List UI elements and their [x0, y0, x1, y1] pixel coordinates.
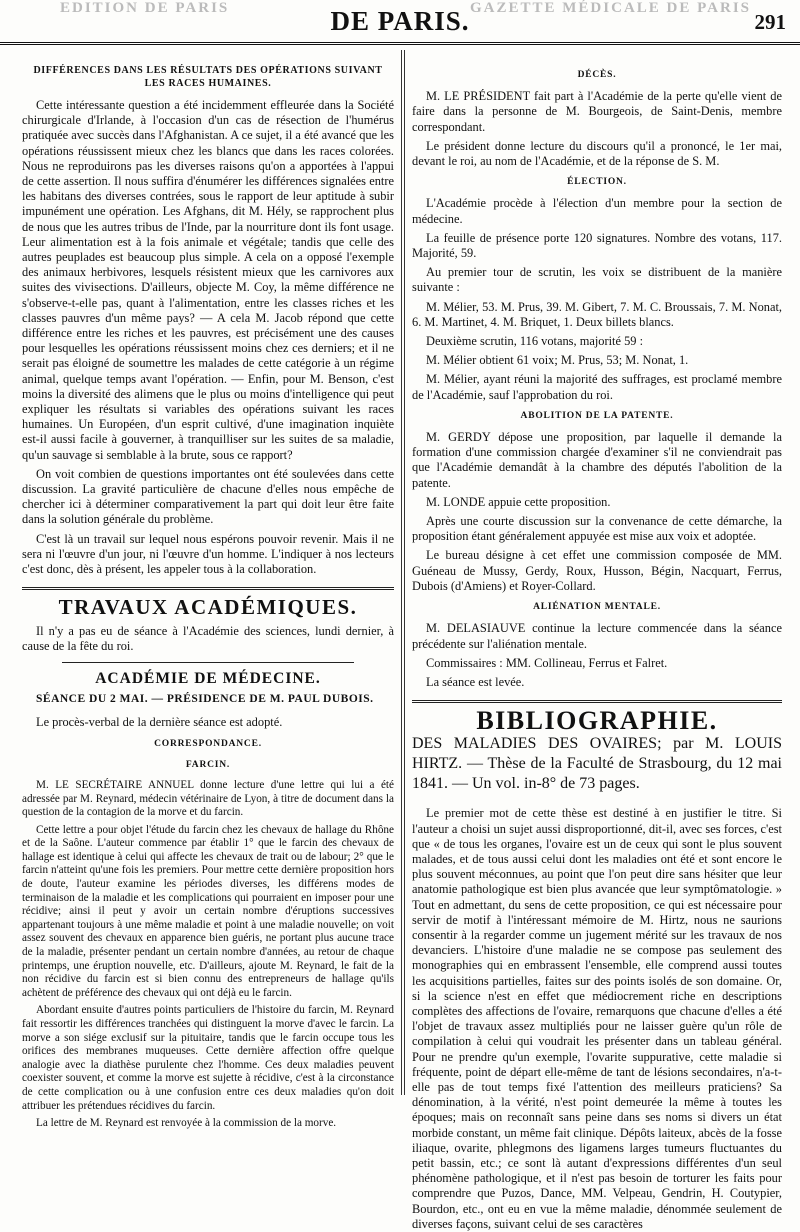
subheading-abolition: ABOLITION DE LA PATENTE.	[520, 410, 674, 421]
session-line: SÉANCE DU 2 MAI. — PRÉSIDENCE DE M. PAUL DUBOIS.	[36, 693, 374, 706]
heading-academie: ACADÉMIE DE MÉDECINE.	[95, 669, 321, 687]
paragraph: C'est là un travail sur lequel nous espérons pouvoir revenir. Mais il ne sera ni l'œuvre d'un jour, ni l'œuvre d'un homme. L'indiquer à nos lecteurs c'est donc, dès à présent, les appeler tous à la collaboration.	[22, 531, 394, 577]
book-citation: DES MALADIES DES OVAIRES; par M. LOUIS HIRTZ. — Thèse de la Faculté de Strasbourg, du 12 mai 1841. — Un vol. in-8° de 73 pages.	[412, 735, 782, 793]
paragraph: Le président donne lecture du discours qu'il a prononcé, le 1er mai, devant le roi, au nom de l'Académie, et de la réponse de S. M.	[412, 138, 782, 169]
newspaper-title: DE PARIS.	[330, 6, 470, 36]
paragraph: Au premier tour de scrutin, les voix se distribuent de la manière suivante :	[412, 265, 782, 295]
paragraph: M. LE PRÉSIDENT fait part à l'Académie de la perte qu'elle vient de faire dans la personne de M. Bourgeois, de Saint-Denis, membre correspondant.	[412, 89, 782, 134]
right-column	[412, 62, 782, 1231]
section-heading-differences: DIFFÉRENCES DANS LES RÉSULTATS DES OPÉRATIONS SUIVANT LES RACES HUMAINES.	[33, 65, 383, 89]
subheading-deces: DÉCÈS.	[577, 70, 617, 80]
paragraph: Abordant ensuite d'autres points particuliers de l'histoire du farcin, M. Reynard fait ressortir les différences tranchées qui distinguent la morve d'avec le farcin. La morve a son siége exclusif sur la pituitaire, tandis que le farcin occupe tous les orifices des membranes muqueuses. Cette dernière affection offre quelque analogie avec la diathèse purulente chez l'homme. Ces deux maladies peuvent coexister souvent, et comme la morve est sujette à récidive, c'est à la circonstance de cette complication ou à une confusion entre ces deux maladies qu'on doit attribuer les prétendues récidives du farcin.	[22, 1004, 394, 1112]
paragraph: M. GERDY dépose une proposition, par laquelle il demande la formation d'une commission chargée d'examiner s'il ne conviendrait pas que l'Académie demandât à la chambre des députés l'abolition de la patente.	[412, 430, 782, 490]
column-divider	[401, 50, 405, 1095]
paragraph: Cette lettre a pour objet l'étude du farcin chez les chevaux de hallage du Rhône et de la Saône. L'auteur commence par établir 1° que le farcin des chevaux de hallage est identique à celui qui affecte les chevaux de trait ou de labour; 2° que le farcin n'atteint qu'une fois les premiers. Pour mettre cette dernière proposition hors de doute, l'auteur examine les périodes diverses, les différens modes de terminaison de la maladie et les complications qui pourraient en imposer pour une récidive; ainsi il peut y avoir un certain nombre d'éruptions successives appartenant toujours à une même maladie et point à une maladie nouvelle; on voit assez souvent des chevaux en apparence bien guéris, ne portant plus aucune trace de la maladie, présenter pendant un certain nombre d'années, au retour de chaque printemps, une éruption nouvelle, etc. D'ailleurs, ajoute M. Reynard, le fait de la non récidive du farcin est si bien connu des entrepreneurs de hallage qu'ils achètent de préférence des chevaux qui ont déjà eu le farcin.	[22, 823, 394, 999]
section-rule	[22, 587, 394, 590]
paragraph: L'Académie procède à l'élection d'un membre pour la section de médecine.	[412, 196, 782, 226]
paragraph: Il n'y a pas eu de séance à l'Académie des sciences, lundi dernier, à cause de la fête du roi.	[22, 623, 394, 653]
masthead	[0, 0, 800, 45]
section-rule	[412, 700, 782, 703]
paragraph: M. DELASIAUVE continue la lecture commencée dans la séance précédente sur l'aliénation mentale.	[412, 621, 782, 651]
paragraph: Commissaires : MM. Collineau, Ferrus et Falret.	[426, 655, 668, 670]
ghost-header-left: EDITION DE PARIS	[60, 0, 230, 16]
paragraph: M. Mélier, 53. M. Prus, 39. M. Gibert, 7. M. C. Broussais, 7. M. Nonat, 6. M. Martinet, 4. M. Briquet, 1. Deux billets blancs.	[412, 299, 782, 329]
subheading-election: ÉLECTION.	[567, 177, 627, 188]
subheading-correspondance: CORRESPONDANCE.	[154, 738, 262, 749]
paragraph: M. LONDE appuie cette proposition.	[426, 494, 611, 509]
paragraph: M. Mélier, ayant réuni la majorité des suffrages, est proclamé membre de l'Académie, sauf l'approbation du roi.	[412, 372, 782, 402]
heading-bibliographie: BIBLIOGRAPHIE.	[476, 706, 718, 736]
heading-travaux: TRAVAUX ACADÉMIQUES.	[58, 595, 358, 620]
subheading-farcin: FARCIN.	[185, 759, 231, 770]
paragraph: On voit combien de questions importantes ont été soulevées dans cette discussion. La gravité particulière de chacune d'elles nous empêche de chercher ici à déterminer comparativement la part qui doit leur être faite dans la solution générale du problème.	[22, 466, 394, 527]
rule	[62, 662, 354, 663]
paragraph: Deuxième scrutin, 116 votans, majorité 59 :	[426, 334, 644, 349]
paragraph: Le bureau désigne à cet effet une commission composée de MM. Guéneau de Mussy, Gerdy, Roux, Husson, Bégin, Nacquart, Ferrus, Dubois (d'Amiens) et Royer-Collard.	[412, 548, 782, 593]
paragraph: La séance est levée.	[426, 674, 525, 689]
left-column	[22, 62, 394, 1130]
page-number: 291	[754, 10, 786, 34]
paragraph: Le procès-verbal de la dernière séance est adopté.	[36, 715, 283, 730]
paragraph: La lettre de M. Reynard est renvoyée à la commission de la morve.	[36, 1117, 337, 1130]
ghost-header-right: GAZETTE MÉDICALE DE PARIS	[470, 0, 752, 16]
paragraph: Cette intéressante question a été incidemment effleurée dans la Société chirurgicale d'Irlande, à l'occasion d'un cas de résection de l'humérus pratiquée avec succès dans l'Afghanistan. A ce sujet, il a été avancé que les opérations réussissent mieux chez les blancs que dans les races colorées. Nous ne reproduirons pas les diverses raisons qu'on a apportées à l'appui de cette assertion. Il nous suffira d'énumérer les différences signalées entre les habitans des diverses contrées, sous le rapport de leur aptitude à subir impunément une opération. Les Afghans, dit M. Hély, se rapprochent plus de nous que les autres tribus de l'Inde, par la nourriture dont ils font usage. Leur alimentation est à la fois animale et végétale; tandis que celle des autres peuplades est beaucoup plus simple. A cela on a opposé l'exemple des animaux herbivores, lesquels résistent mieux que les carnivores aux suites des vivisections. D'ailleurs, objecte M. Coy, la même différence ne s'observe-t-elle pas, quant à l'alimentation, entre les classes riches et les classes pauvres d'un même pays? — A cela M. Jacob répond que cette différence entre les riches et les pauvres, est précisément une des causes pour lesquelles les opérations réussissent moins chez ces derniers; et il ne serait pas éloigné de soumettre les malades de cette catégorie à un régime animal, quelque temps avant l'opération. — Enfin, pour M. Benson, c'est moins la diversité des alimens que le plus ou moins d'intelligence qui peut expliquer les résultats si variables des opérations suivant les races humaines. Un Européen, d'un esprit cultivé, d'une imagination inquiète est-il aussi facile à gouverner, à tranquilliser sur les suites de sa maladie, qu'un sauvage si semblable à la brute, sous ce rapport?	[22, 98, 394, 462]
paragraph: M. Mélier obtient 61 voix; M. Prus, 53; M. Nonat, 1.	[426, 353, 689, 368]
subheading-alienation: ALIÉNATION MENTALE.	[533, 602, 661, 613]
paragraph: La feuille de présence porte 120 signatures. Nombre des votans, 117. Majorité, 59.	[412, 230, 782, 261]
paragraph: M. LE SECRÉTAIRE ANNUEL donne lecture d'une lettre qui lui a été adressée par M. Reynard, médecin vétérinaire de Lyon, à titre de document dans la question de la contagion de la morve et du farcin.	[22, 778, 394, 819]
paragraph: Le premier mot de cette thèse est destiné à en justifier le titre. Si l'auteur a choisi un sujet aussi disproportionné, dit-il, avec ses forces, c'est que « de tous les organes, l'ovaire est un de ceux qui sont le plus souvent malades, et de tous aussi celui dont les maladies ont été et sont encore le plus souvent méconnues, au point que l'on peut dire sans hésiter que leur anatomie pathologique est bien plus avancée que leur symptômatologie. » Tout en admettant, du sens de cette proposition, ce qui est nécessaire pour servir de motif à l'intéressant mémoire de M. Hirtz, nous ne saurions consentir à la regarder comme un jugement mérité sur les travaux de nos devanciers. L'histoire d'une maladie ne se compose pas seulement des monographies qui en embrassent l'ensemble, elle comprend aussi toutes les acquisitions partielles, faites sur des points isolés de son domaine. Or, si la science n'est en effet que médiocrement riche en descriptions complètes des affections de l'ovaire, remarquons que chacune d'elles a été l'objet de travaux assez multipliés pour ne laisser guère qu'un rôle de compilation à celui qui voudrait les présenter dans un tableau général. Pour ne prendre qu'un exemple, l'ovarite suppurative, cette maladie si fréquente, point de départ elle-même de tant de lésions secondaires, n'a-t-elle pas de tout temps fixé l'attention des meilleurs praticiens? Sa dénomination, à la vérité, n'est point demeurée la même à toutes les époques; mais on reconnaît sans peine dans ses noms si divers un état morbide constant, un même fait clinique. Dépôts laiteux, abcès de la fosse iliaque, ovarite, phlegmons des ligamens larges tumeurs fluctuantes du petit bassin, etc.; ce sont là autant d'expressions différentes d'un seul phénomène pathologique, et il n'est pas besoin de torturer les faits pour comprendre que Puzos, Dance, MM. Velpeau, Gendrin, H. Coutурier, Bourdon, etc., ont eu en vue la même maladie, dénommée seulement de diverses façons, suivant celui de ses caractères	[412, 806, 782, 1231]
paragraph: Après une courte discussion sur la convenance de cette démarche, la proposition étant généralement appuyée est mise aux voix et adoptée.	[412, 514, 782, 544]
